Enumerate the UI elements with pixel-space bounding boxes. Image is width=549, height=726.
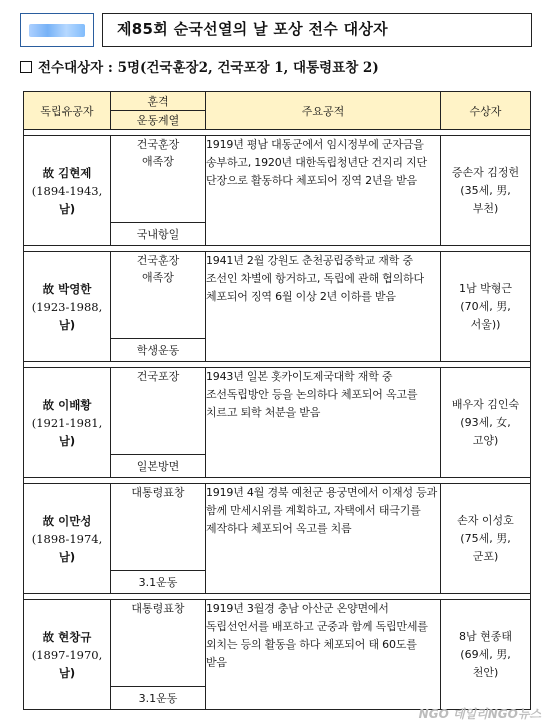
merit-cell: 1943년 일본 홋카이도제국대학 재학 중 조선독립방안 등을 논의하다 체포되어 옥고를 치르고 퇴학 처분을 받음 (206, 368, 441, 478)
sector-cell: 3.1운동 (111, 687, 206, 710)
header-name: 독립유공자 (24, 92, 111, 130)
award-line: 건국훈장 (136, 254, 180, 267)
title-row (20, 13, 532, 47)
award-cell (111, 368, 206, 455)
award-cell (111, 600, 206, 687)
awardee-name: 故 현창규 (42, 629, 92, 644)
merit-cell: 1919년 평남 대동군에서 임시정부에 군자금을 송부하고, 1920년 대한독립청년단 건지리 지단 단장으로 활동하다 체포되어 징역 2년을 받음 (206, 136, 441, 246)
awardee-years: (1894-1943, (31, 183, 103, 198)
header-merit: 주요공적 (206, 92, 441, 130)
awardee-years: (1921-1981, (31, 415, 103, 430)
header-award: 훈격 (111, 92, 206, 111)
awardee-years: (1898-1974, (31, 531, 103, 546)
recipient-line: (70세, 男, (460, 299, 511, 313)
recipient-cell (441, 600, 531, 710)
award-line: 애족장 (142, 155, 174, 168)
award-line: 건국훈장 (136, 138, 180, 151)
recipient-line: (93세, 女, (460, 415, 511, 429)
recipient-cell (441, 368, 531, 478)
awardee-years: (1923-1988, (31, 299, 103, 314)
awardee-name-cell (24, 136, 111, 246)
awardee-name: 故 이만성 (42, 513, 92, 528)
awardee-sex: 남) (58, 549, 76, 564)
recipient-line: 고양) (472, 433, 499, 447)
sector-cell: 국내항일 (111, 223, 206, 246)
awardee-name-cell (24, 484, 111, 594)
awardee-table (23, 91, 531, 710)
award-cell (111, 252, 206, 339)
document-title: 제85회 순국선열의 날 포상 전수 대상자 (102, 13, 532, 47)
checkbox-bullet-icon (20, 61, 32, 73)
awardee-sex: 남) (58, 433, 76, 448)
recipient-line: (75세, 男, (460, 531, 511, 545)
awardee-name: 故 박영한 (42, 281, 92, 296)
recipient-line: 부천) (472, 201, 499, 215)
merit-cell: 1919년 3월경 충남 아산군 온양면에서 독립선언서를 배포하고 군중과 함께 독립만세를 외치는 등의 활동을 하다 체포되어 태 60도를 받음 (206, 600, 441, 710)
awardee-sex: 남) (58, 317, 76, 332)
merit-cell: 1919년 4월 경북 예천군 용궁면에서 이재성 등과 함께 만세시위를 계획하고, 자택에서 태극기를 제작하다 체포되어 옥고를 치름 (206, 484, 441, 594)
recipient-line: 군포) (472, 549, 499, 563)
subtitle-text: 전수대상자 : 5명(건국훈장2, 건국포장 1, 대통령표창 2) (38, 60, 379, 76)
recipient-line: 8남 현종태 (459, 629, 512, 643)
award-cell (111, 136, 206, 223)
award-cell (111, 484, 206, 571)
table-row (24, 252, 531, 339)
table-row (24, 600, 531, 687)
watermark: NGO 데일리NGO뉴스 (418, 707, 541, 721)
blurred-logo (29, 24, 85, 37)
sector-cell: 3.1운동 (111, 571, 206, 594)
awardee-name: 故 이배황 (42, 397, 92, 412)
awardee-years: (1897-1970, (31, 647, 103, 662)
awardee-sex: 남) (58, 665, 76, 680)
awardee-sex: 남) (58, 201, 76, 216)
recipient-line: 서울)) (470, 317, 501, 331)
table-row (24, 368, 531, 455)
awardee-name-cell (24, 600, 111, 710)
header-recipient: 수상자 (441, 92, 531, 130)
recipient-line: 증손자 김정헌 (451, 165, 520, 179)
subtitle (20, 56, 379, 76)
table-row (24, 136, 531, 223)
recipient-line: 손자 이성호 (457, 513, 514, 527)
award-line: 대통령표창 (131, 602, 185, 615)
award-line: 애족장 (142, 271, 174, 284)
header-sector: 운동계열 (111, 111, 206, 130)
award-line: 대통령표창 (131, 486, 185, 499)
awardee-name: 故 김현제 (42, 165, 92, 180)
recipient-line: (35세, 男, (460, 183, 511, 197)
recipient-cell (441, 252, 531, 362)
recipient-line: 배우자 김인숙 (451, 397, 520, 411)
merit-cell: 1941년 2월 강원도 춘천공립중학교 재학 중 조선인 차별에 항거하고, 독립에 관해 협의하다 체포되어 징역 6월 이상 2년 이하를 받음 (206, 252, 441, 362)
recipient-line: 1남 박형근 (459, 281, 512, 295)
award-line: 건국포장 (136, 370, 180, 383)
recipient-line: (69세, 男, (460, 647, 511, 661)
awardee-name-cell (24, 252, 111, 362)
recipient-cell (441, 484, 531, 594)
recipient-line: 천안) (472, 665, 499, 679)
sector-cell: 일본방면 (111, 455, 206, 478)
table-row (24, 484, 531, 571)
table-body (24, 130, 531, 710)
recipient-cell (441, 136, 531, 246)
sector-cell: 학생운동 (111, 339, 206, 362)
awardee-name-cell (24, 368, 111, 478)
logo-image (20, 13, 94, 47)
